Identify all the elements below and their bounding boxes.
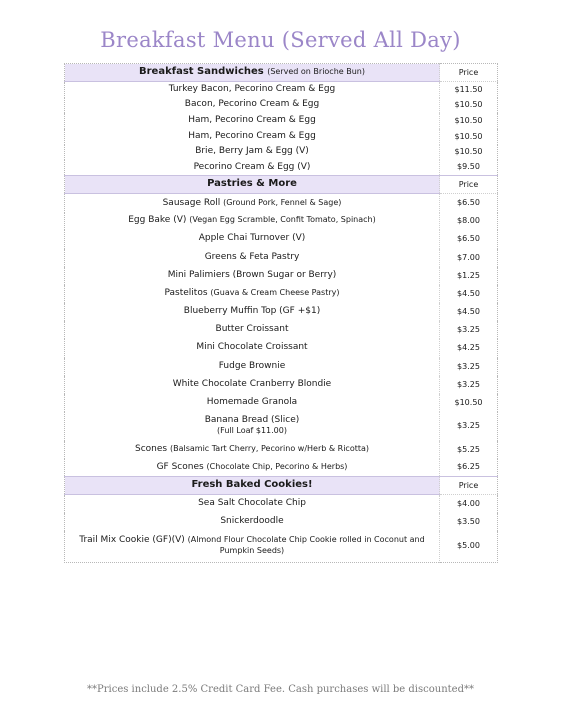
item-price: $3.25 [457, 324, 480, 334]
item-name: Trail Mix Cookie (GF)(V) [79, 535, 185, 545]
menu-item-row [65, 129, 498, 145]
item-name: Butter Croissant [215, 323, 289, 334]
item-price: $6.50 [457, 198, 480, 208]
menu-item-row [65, 230, 498, 249]
item-description-cell [65, 98, 440, 113]
item-name: Egg Bake (V) [128, 215, 187, 226]
item-name: White Chocolate Cranberry Blondie [172, 378, 332, 389]
item-name: Brie, Berry Jam & Egg (V) [195, 146, 309, 157]
menu-table [64, 63, 498, 563]
item-name: Bacon, Pecorino Cream & Egg [184, 99, 320, 110]
item-description-cell [65, 113, 440, 129]
item-name: Apple Chai Turnover (V) [198, 233, 306, 244]
item-name: Sea Salt Chocolate Chip [198, 498, 306, 509]
menu-item-row [65, 285, 498, 303]
menu-item-row [65, 513, 498, 531]
item-description-cell [65, 376, 440, 394]
item-name: Mini Palimiers (Brown Sugar or Berry) [167, 269, 337, 280]
menu-item-row [65, 145, 498, 160]
item-description-cell [65, 160, 440, 176]
item-price: $9.50 [457, 162, 480, 172]
item-detail: (Vegan Egg Scramble, Confit Tomato, Spinach) [189, 215, 376, 225]
item-name: Ham, Pecorino Cream & Egg [188, 114, 316, 125]
item-description-cell [65, 321, 440, 339]
section-header [65, 64, 498, 82]
item-price: $10.50 [454, 131, 483, 141]
item-price: $8.00 [457, 216, 480, 225]
item-description-cell [65, 285, 440, 303]
menu-item-row [65, 303, 498, 321]
item-price: $4.50 [457, 306, 480, 316]
item-description-cell [65, 249, 440, 267]
menu-item-row [65, 358, 498, 376]
menu-item-row [65, 160, 498, 176]
menu-item-row [65, 321, 498, 339]
menu-item-row [65, 394, 498, 412]
menu-item-row [65, 98, 498, 113]
item-name: Turkey Bacon, Pecorino Cream & Egg [168, 84, 336, 95]
item-price: $10.50 [454, 115, 483, 125]
menu-item-row [65, 531, 498, 563]
section-title-cell [65, 477, 440, 495]
item-description-cell [65, 394, 440, 412]
item-price: $3.50 [457, 516, 480, 526]
section-note: (Served on Brioche Bun) [267, 67, 365, 77]
item-price: $10.50 [454, 397, 483, 407]
item-price: $7.00 [457, 252, 480, 262]
menu-item-row [65, 412, 498, 441]
section-header [65, 176, 498, 194]
item-name: Greens & Feta Pastry [204, 251, 300, 262]
item-description-cell [65, 145, 440, 160]
item-price: $1.25 [457, 270, 480, 280]
item-name: Homemade Granola [206, 396, 298, 407]
item-price: $11.50 [454, 84, 483, 94]
item-description-cell [65, 495, 440, 513]
item-detail: (Balsamic Tart Cherry, Pecorino w/Herb & Ricotta) [169, 443, 370, 453]
item-name: Blueberry Muffin Top (GF +$1) [183, 305, 321, 316]
item-price: $4.25 [457, 343, 480, 352]
item-price: $10.50 [454, 100, 483, 109]
item-description-cell [65, 303, 440, 321]
menu-item-row [65, 213, 498, 230]
item-price: $3.25 [457, 361, 480, 371]
menu-item-row [65, 376, 498, 394]
menu-item-row [65, 495, 498, 513]
item-description-cell [65, 339, 440, 358]
item-detail: (Guava & Cream Cheese Pastry) [210, 287, 340, 297]
item-name: Snickerdoodle [220, 515, 284, 526]
item-description-cell [65, 129, 440, 145]
item-description-cell [65, 267, 440, 285]
item-price: $3.25 [457, 379, 480, 389]
menu-item-row [65, 267, 498, 285]
item-price: $6.25 [457, 462, 480, 472]
item-detail: (Full Loaf $11.00) [217, 426, 287, 435]
menu-item-row [65, 113, 498, 129]
menu-item-row [65, 194, 498, 213]
item-name: Pastelitos [164, 287, 208, 298]
menu-body [65, 64, 498, 563]
item-description-cell [65, 358, 440, 376]
item-name: Banana Bread (Slice) [204, 414, 300, 425]
item-name: GF Scones [156, 461, 204, 472]
item-description-cell [65, 194, 440, 213]
section-header [65, 477, 498, 495]
menu-item-row [65, 459, 498, 477]
section-title-cell [65, 176, 440, 194]
price-column-header: Price [440, 477, 498, 495]
section-name: Pastries & More [207, 178, 297, 190]
menu-item-row [65, 249, 498, 267]
item-description-cell [65, 531, 440, 563]
menu-item-row [65, 82, 498, 98]
menu-title: Breakfast Menu (Served All Day) [100, 28, 461, 52]
item-description-cell [65, 412, 440, 441]
footer-note: **Prices include 2.5% Credit Card Fee. Cash purchases will be discounted** [87, 684, 474, 695]
menu-item-row [65, 441, 498, 459]
item-description-cell [65, 213, 440, 230]
item-name: Pecorino Cream & Egg (V) [193, 161, 311, 172]
price-column-header: Price [440, 176, 498, 194]
item-description-cell [65, 82, 440, 98]
item-price: $4.50 [457, 288, 480, 298]
item-name: Sausage Roll [162, 197, 221, 208]
item-price: $5.25 [457, 444, 480, 454]
item-detail: (Almond Flour Chocolate Chip Cookie rolled in Coconut and Pumpkin Seeds) [187, 535, 425, 556]
item-description-cell [65, 513, 440, 531]
item-detail: (Chocolate Chip, Pecorino & Herbs) [206, 461, 348, 471]
item-description-cell [65, 459, 440, 477]
item-name: Fudge Brownie [218, 360, 286, 371]
item-name: Scones [134, 443, 168, 454]
section-name: Fresh Baked Cookies! [191, 479, 313, 491]
section-title-cell [65, 64, 440, 82]
item-description-cell [65, 230, 440, 249]
price-column-header: Price [440, 64, 498, 82]
item-price: $4.00 [457, 498, 480, 508]
item-detail: (Ground Pork, Fennel & Sage) [223, 197, 342, 207]
item-name: Mini Chocolate Croissant [196, 342, 308, 353]
menu-item-row [65, 339, 498, 358]
item-description-cell [65, 441, 440, 459]
section-name: Breakfast Sandwiches [139, 66, 264, 78]
item-price: $6.50 [457, 234, 480, 243]
item-price: $10.50 [454, 147, 483, 156]
item-price: $5.00 [457, 541, 480, 551]
item-name: Ham, Pecorino Cream & Egg [188, 130, 316, 141]
item-price: $3.25 [457, 421, 480, 430]
